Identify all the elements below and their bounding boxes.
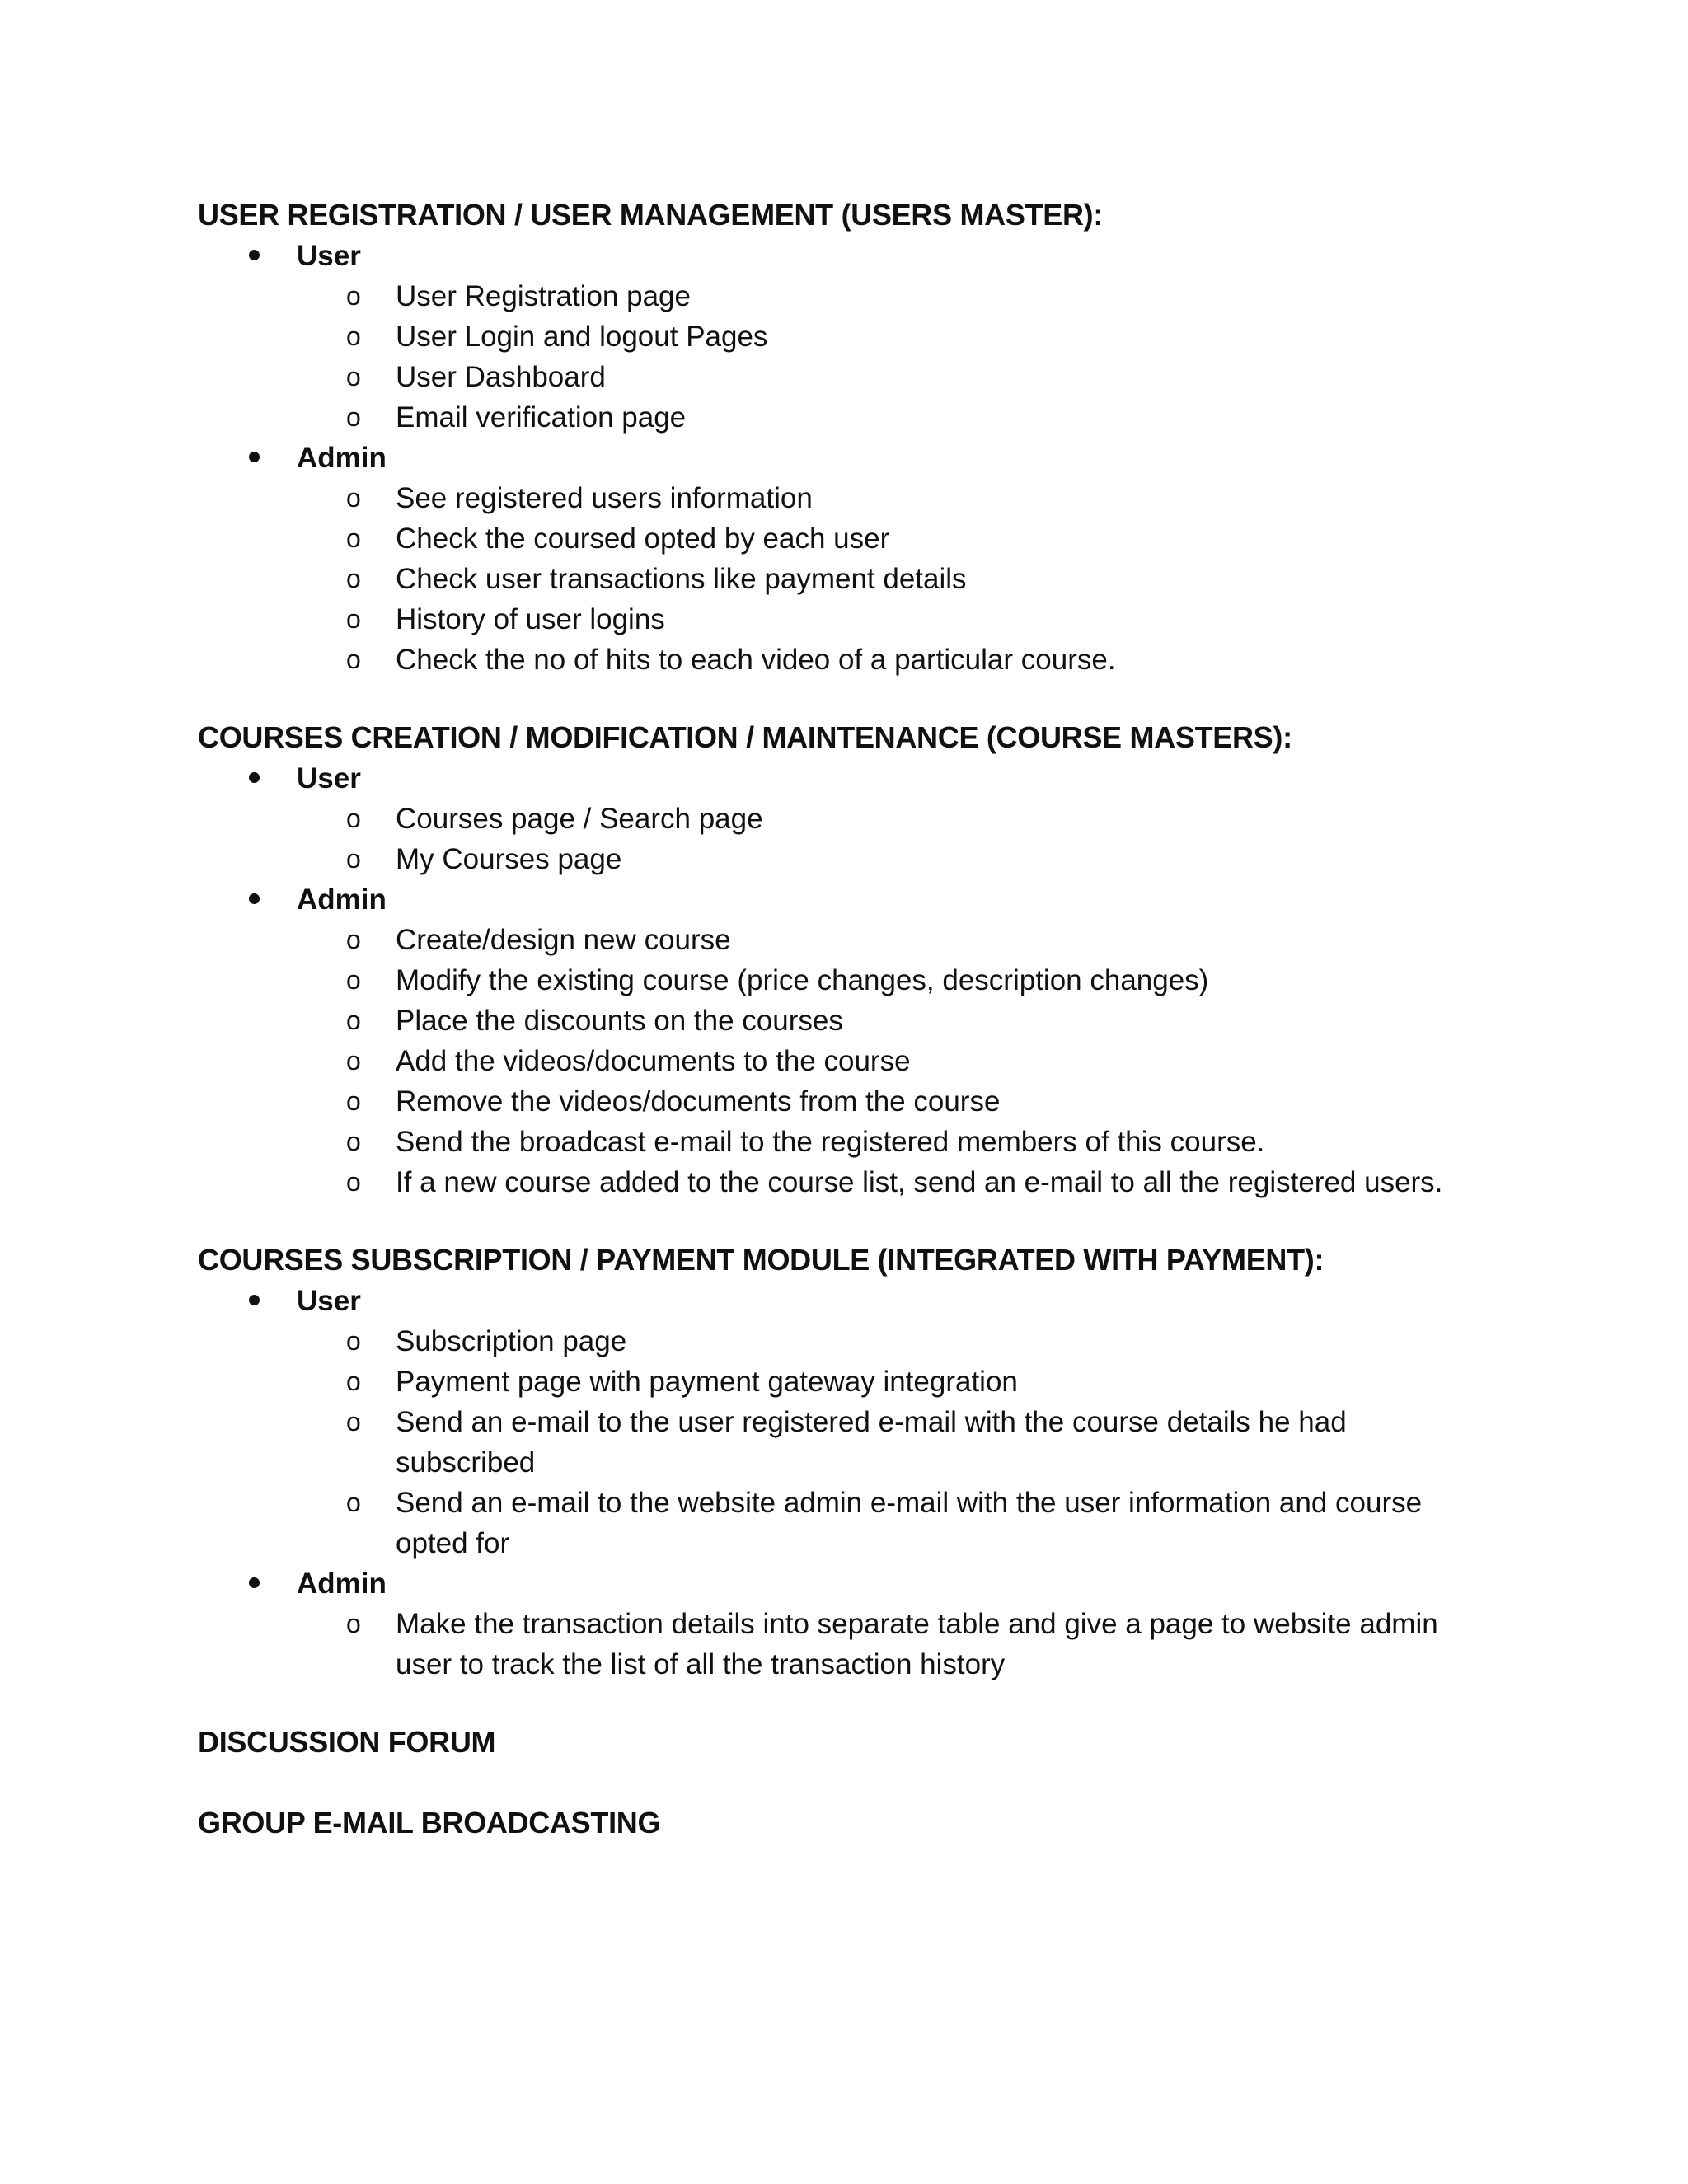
item-list bbox=[198, 920, 1484, 1202]
circle-marker-icon: o bbox=[346, 1326, 361, 1356]
circle-marker-icon: o bbox=[346, 965, 361, 995]
list-item-text: History of user logins bbox=[396, 603, 665, 635]
section-title-group-email-broadcasting: GROUP E-MAIL BROADCASTING bbox=[198, 1806, 661, 1840]
bullet-dot-icon bbox=[249, 452, 260, 462]
list-item bbox=[198, 1604, 1484, 1685]
role-admin bbox=[198, 1563, 1484, 1685]
list-item-text: Check the coursed opted by each user bbox=[396, 523, 890, 555]
list-item-text: If a new course added to the course list, send an e-mail to all the registered users. bbox=[396, 1166, 1443, 1198]
bullet-dot-icon bbox=[249, 893, 260, 904]
role-label bbox=[198, 879, 1484, 920]
role-label-text: Admin bbox=[297, 442, 387, 474]
list-item bbox=[198, 839, 1484, 879]
circle-marker-icon: o bbox=[346, 1167, 361, 1197]
list-item-text: Check the no of hits to each video of a particular course. bbox=[396, 644, 1116, 676]
list-item-text: Add the videos/documents to the course bbox=[396, 1045, 911, 1077]
circle-marker-icon: o bbox=[346, 1366, 361, 1396]
circle-marker-icon: o bbox=[346, 1609, 361, 1638]
item-list bbox=[198, 799, 1484, 879]
section-subscription-payment bbox=[198, 1240, 1484, 1685]
list-item bbox=[198, 1321, 1484, 1361]
list-item bbox=[198, 1041, 1484, 1081]
list-item bbox=[198, 316, 1484, 357]
list-item bbox=[198, 960, 1484, 1001]
list-item bbox=[198, 1361, 1484, 1402]
list-item-text: Courses page / Search page bbox=[396, 803, 763, 835]
list-item-text: Check user transactions like payment details bbox=[396, 563, 967, 595]
list-item-text: Send an e-mail to the website admin e-mail with the user information and course opted for bbox=[396, 1487, 1423, 1559]
circle-marker-icon: o bbox=[346, 483, 361, 513]
section-title-discussion-forum: DISCUSSION FORUM bbox=[198, 1725, 496, 1759]
circle-marker-icon: o bbox=[346, 362, 361, 391]
list-item bbox=[198, 357, 1484, 397]
list-item-text: Subscription page bbox=[396, 1325, 627, 1357]
list-item bbox=[198, 1402, 1484, 1483]
section-title: COURSES CREATION / MODIFICATION / MAINTENANCE (COURSE MASTERS): bbox=[198, 720, 1292, 754]
list-item bbox=[198, 397, 1484, 438]
list-item-text: Modify the existing course (price changes, description changes) bbox=[396, 964, 1209, 996]
role-label-text: Admin bbox=[297, 883, 387, 916]
bullet-dot-icon bbox=[249, 1577, 260, 1588]
list-item-text: Make the transaction details into separate table and give a page to website admin user to track the list of all the transaction history bbox=[396, 1608, 1438, 1680]
circle-marker-icon: o bbox=[346, 1086, 361, 1116]
circle-marker-icon: o bbox=[346, 804, 361, 833]
role-label-text: User bbox=[297, 240, 361, 272]
list-item-text: Send an e-mail to the user registered e-mail with the course details he had subscribed bbox=[396, 1406, 1347, 1479]
circle-marker-icon: o bbox=[346, 644, 361, 674]
role-label bbox=[198, 758, 1484, 799]
role-label-text: Admin bbox=[297, 1568, 387, 1600]
bullet-dot-icon bbox=[249, 772, 260, 783]
list-item-text: Payment page with payment gateway integration bbox=[396, 1366, 1018, 1398]
list-item bbox=[198, 1483, 1484, 1563]
role-user bbox=[198, 236, 1484, 438]
role-label bbox=[198, 438, 1484, 478]
role-label bbox=[198, 1563, 1484, 1604]
list-item bbox=[198, 518, 1484, 559]
list-item bbox=[198, 1001, 1484, 1041]
list-item bbox=[198, 920, 1484, 960]
circle-marker-icon: o bbox=[346, 1046, 361, 1076]
item-list bbox=[198, 276, 1484, 438]
circle-marker-icon: o bbox=[346, 523, 361, 553]
list-item bbox=[198, 1162, 1484, 1202]
circle-marker-icon: o bbox=[346, 844, 361, 874]
circle-marker-icon: o bbox=[346, 1407, 361, 1436]
circle-marker-icon: o bbox=[346, 321, 361, 351]
circle-marker-icon: o bbox=[346, 564, 361, 593]
list-item bbox=[198, 599, 1484, 640]
item-list bbox=[198, 1321, 1484, 1563]
role-user bbox=[198, 758, 1484, 879]
list-item-text: Send the broadcast e-mail to the registered members of this course. bbox=[396, 1126, 1265, 1158]
list-item bbox=[198, 1081, 1484, 1122]
role-admin bbox=[198, 438, 1484, 680]
bullet-dot-icon bbox=[249, 250, 260, 260]
circle-marker-icon: o bbox=[346, 402, 361, 432]
list-item-text: User Login and logout Pages bbox=[396, 321, 768, 353]
list-item bbox=[198, 1122, 1484, 1162]
list-item bbox=[198, 640, 1484, 680]
item-list bbox=[198, 478, 1484, 680]
circle-marker-icon: o bbox=[346, 925, 361, 954]
section-user-management bbox=[198, 194, 1484, 680]
list-item bbox=[198, 478, 1484, 518]
item-list bbox=[198, 1604, 1484, 1685]
list-item bbox=[198, 276, 1484, 316]
section-course-management bbox=[198, 717, 1484, 1202]
list-item-text: Email verification page bbox=[396, 401, 687, 434]
circle-marker-icon: o bbox=[346, 1005, 361, 1035]
section-title: COURSES SUBSCRIPTION / PAYMENT MODULE (INTEGRATED WITH PAYMENT): bbox=[198, 1243, 1325, 1277]
list-item bbox=[198, 799, 1484, 839]
role-label bbox=[198, 1281, 1484, 1321]
circle-marker-icon: o bbox=[346, 1488, 361, 1517]
role-admin bbox=[198, 879, 1484, 1202]
circle-marker-icon: o bbox=[346, 1127, 361, 1156]
list-item-text: Place the discounts on the courses bbox=[396, 1005, 843, 1037]
list-item-text: Remove the videos/documents from the course bbox=[396, 1085, 1001, 1118]
list-item-text: See registered users information bbox=[396, 482, 813, 514]
list-item-text: Create/design new course bbox=[396, 924, 731, 956]
role-user bbox=[198, 1281, 1484, 1563]
role-label-text: User bbox=[297, 762, 361, 794]
list-item bbox=[198, 559, 1484, 599]
list-item-text: User Registration page bbox=[396, 280, 691, 312]
circle-marker-icon: o bbox=[346, 604, 361, 634]
circle-marker-icon: o bbox=[346, 281, 361, 311]
list-item-text: User Dashboard bbox=[396, 361, 606, 393]
bullet-dot-icon bbox=[249, 1295, 260, 1305]
document-content bbox=[198, 194, 1484, 1883]
role-label bbox=[198, 236, 1484, 276]
section-title: USER REGISTRATION / USER MANAGEMENT (USERS MASTER): bbox=[198, 198, 1104, 232]
list-item-text: My Courses page bbox=[396, 843, 622, 875]
role-label-text: User bbox=[297, 1285, 361, 1317]
